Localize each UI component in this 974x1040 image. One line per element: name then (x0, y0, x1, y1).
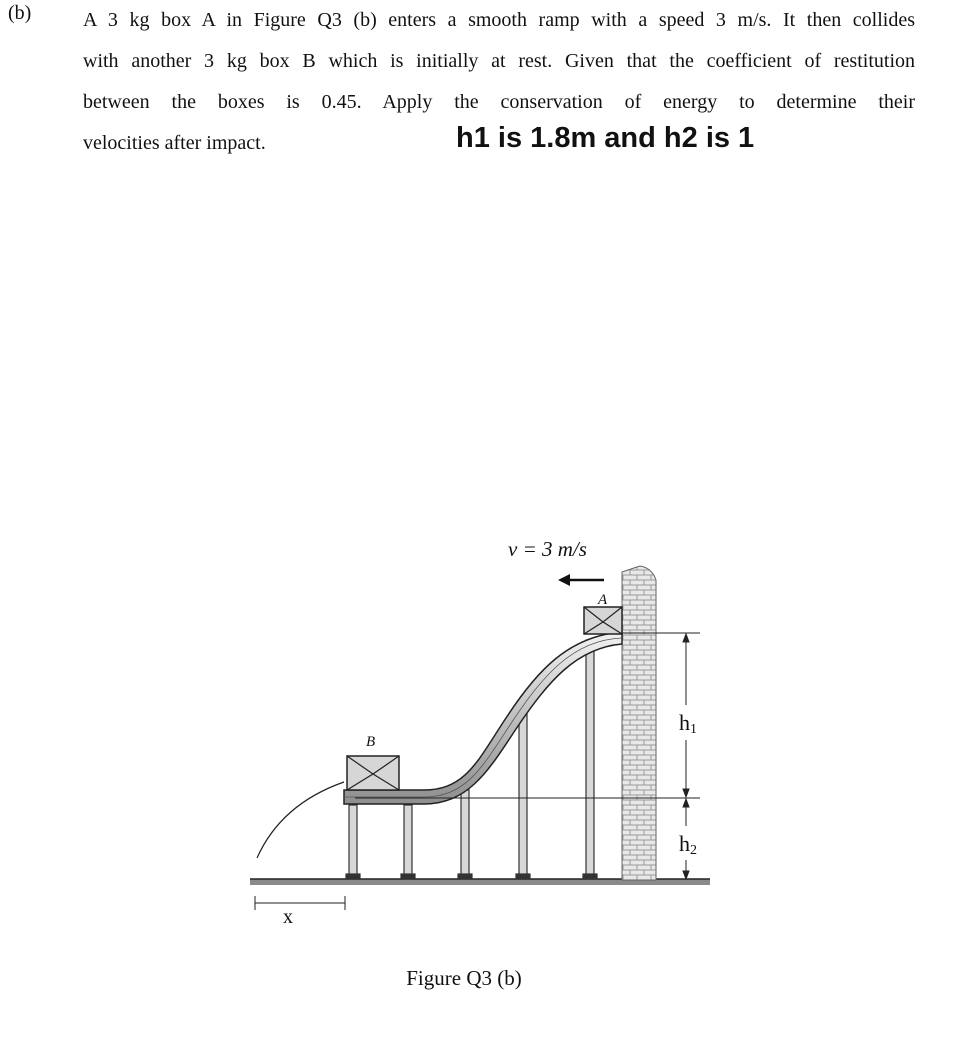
given-heights-note: h1 is 1.8m and h2 is 1 (456, 122, 755, 154)
velocity-arrow (558, 574, 604, 586)
x-dimension (255, 896, 345, 910)
question-part-label: (b) (8, 2, 32, 24)
problem-line: A 3 kg box A in Figure Q3 (b) enters a smooth ramp with a speed 3 m/s. It then collides (83, 9, 915, 31)
box-b-label: B (366, 734, 376, 750)
ramp-figure (240, 525, 720, 925)
problem-line: velocities after impact. (83, 132, 266, 154)
box-a-label: A (598, 592, 608, 608)
h2-label: h2 (679, 831, 697, 858)
box-b (347, 756, 399, 790)
h1-label: h1 (679, 710, 697, 737)
problem-line: with another 3 kg box B which is initially at rest. Given that the coefficient of restitution (83, 50, 915, 72)
figure-caption: Figure Q3 (b) (406, 966, 522, 990)
brick-wall (622, 566, 656, 880)
x-label: x (283, 906, 293, 925)
velocity-label: v = 3 m/s (508, 537, 587, 561)
box-a (584, 607, 622, 634)
problem-line: between the boxes is 0.45. Apply the conservation of energy to determine their (83, 91, 915, 113)
trajectory-curve (257, 782, 344, 858)
